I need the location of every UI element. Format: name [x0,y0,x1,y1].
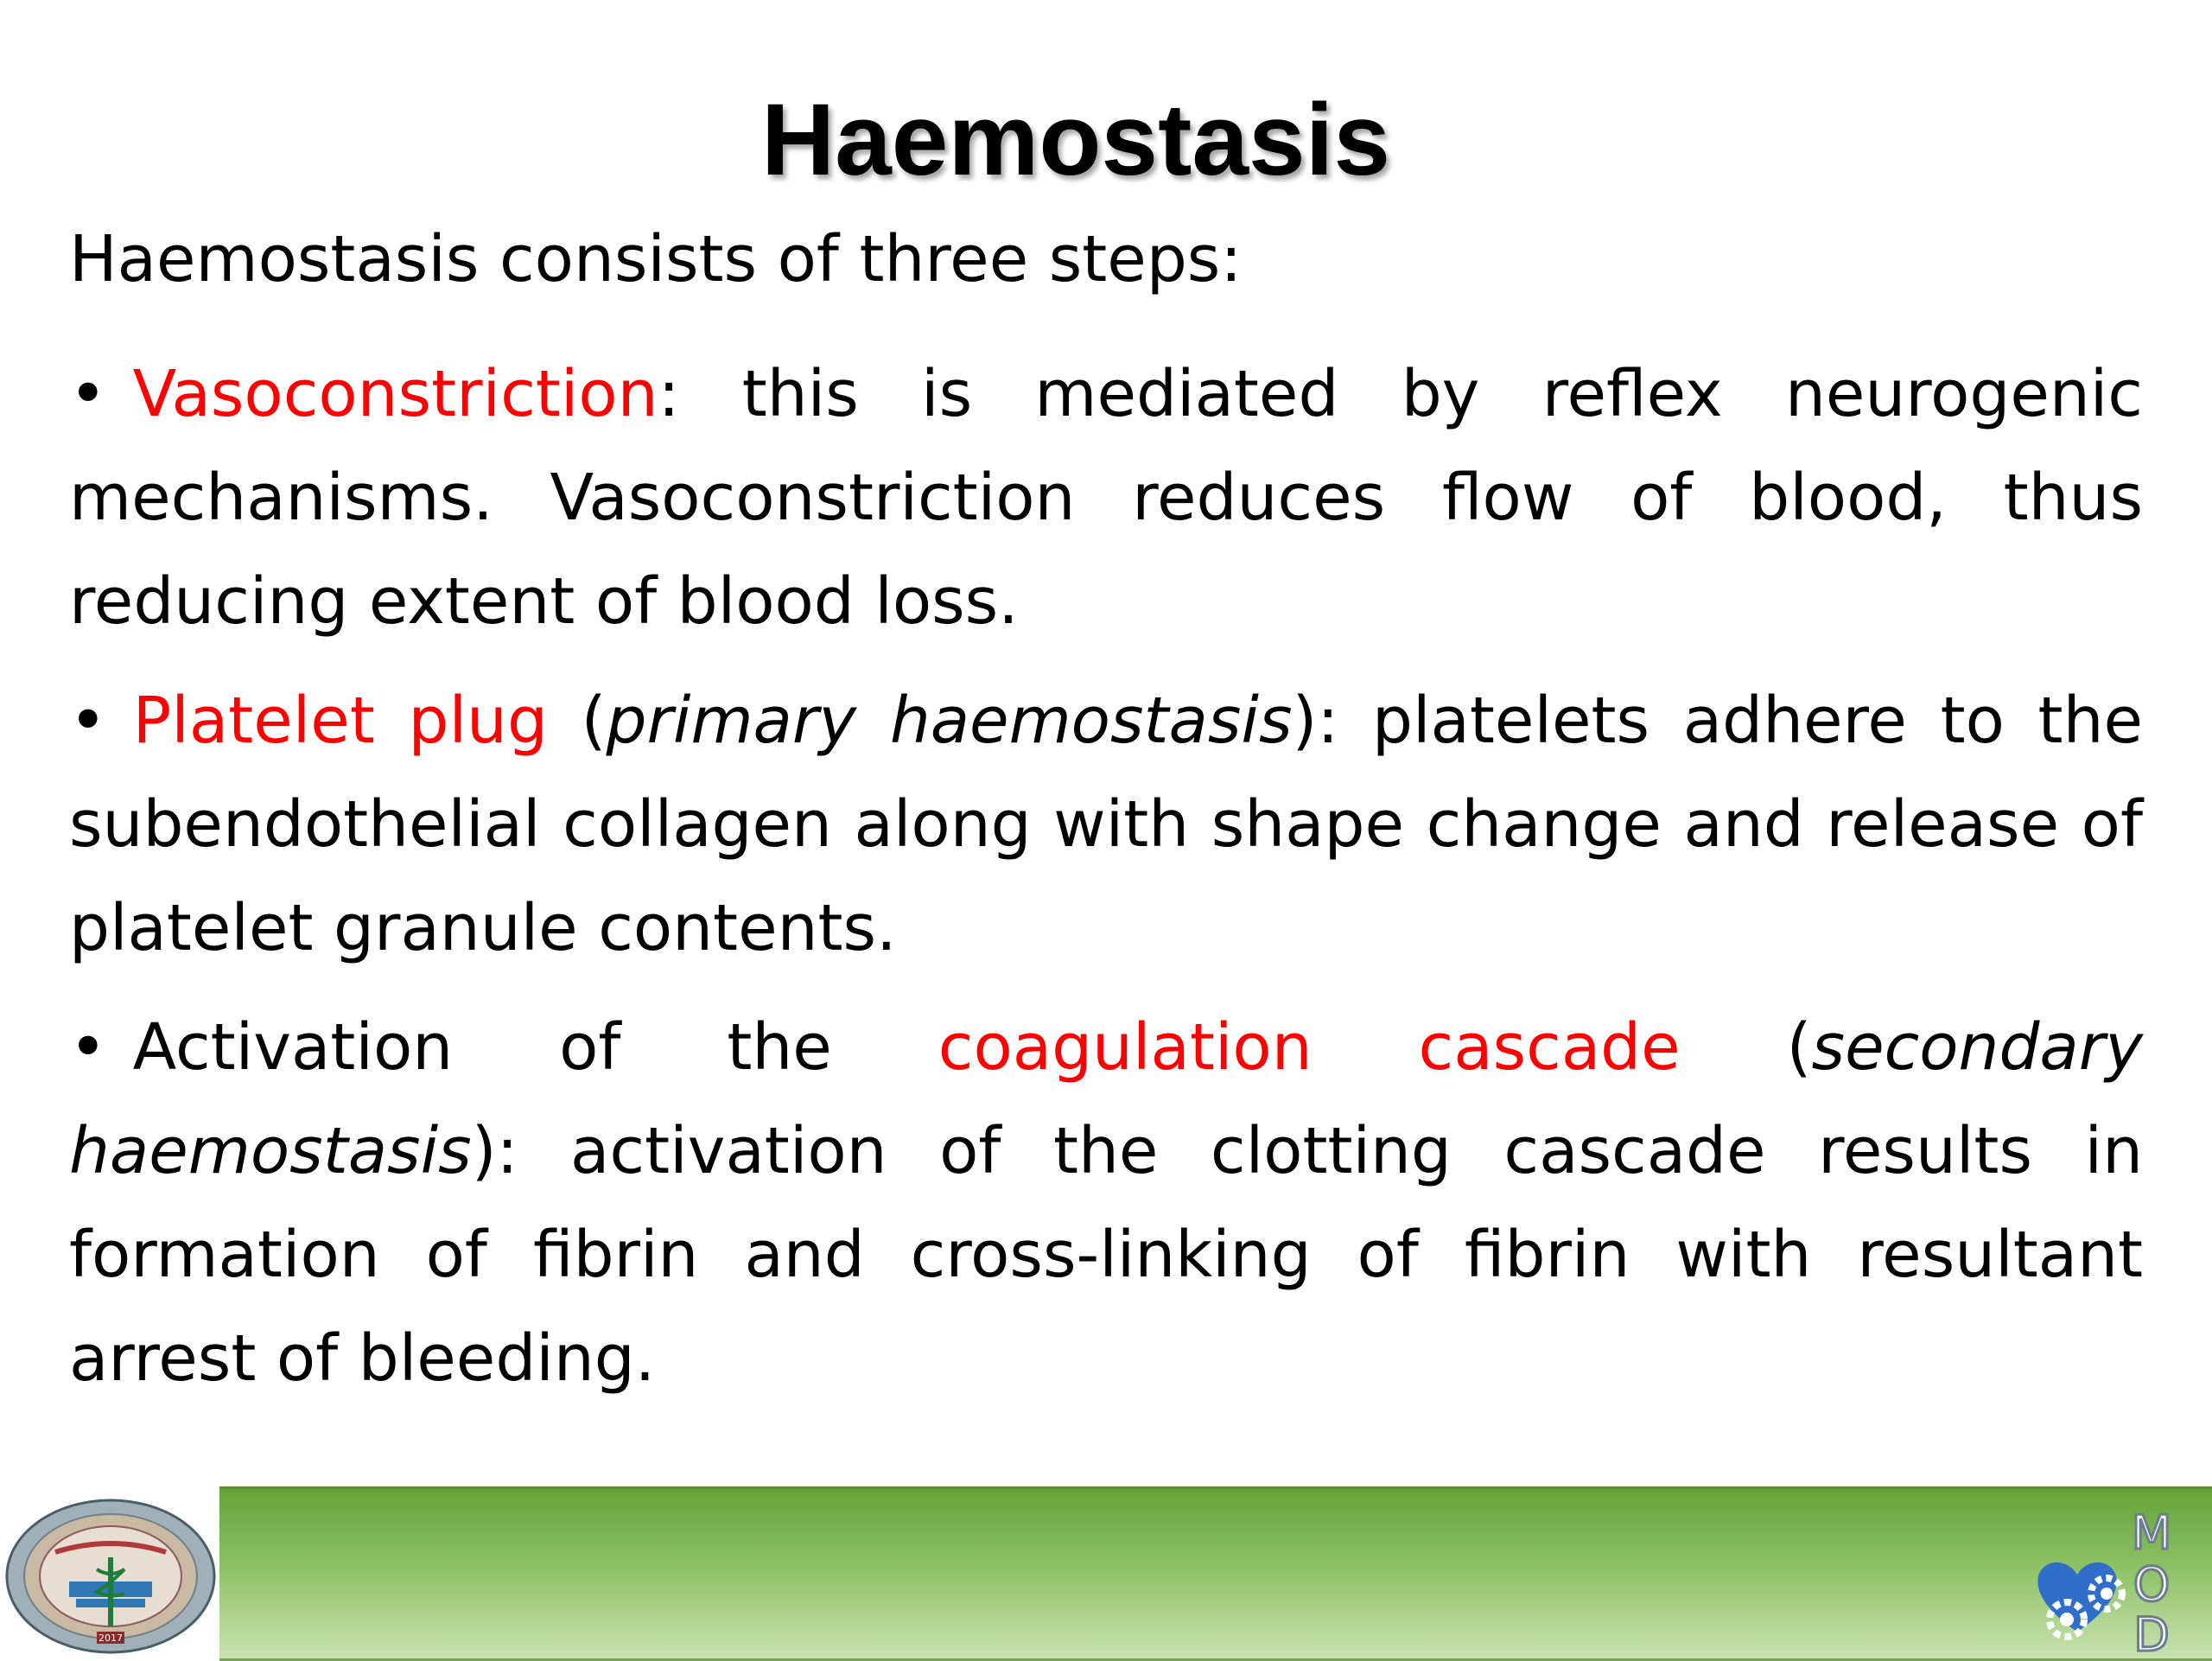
mod-gears-logo-icon [2022,1511,2177,1656]
paren-open: ( [1680,1010,1812,1085]
svg-text:O: O [2133,1557,2171,1612]
bullet-lead-text: Activation of the [132,1010,938,1085]
bullet-dot: • [69,357,107,431]
university-seal-icon [3,1497,218,1656]
svg-text:D: D [2133,1607,2170,1656]
bullet-dot: • [69,684,107,758]
term-vasoconstriction: Vasoconstriction [132,357,658,431]
svg-text:M: M [2131,1511,2172,1560]
slide-body [69,207,2143,1426]
intro-text: Haemostasis consists of three steps: [69,222,1243,296]
bullet-vasoconstriction [69,342,2143,653]
bullet-text: : this is mediated by reflex neurogenic mechanisms. Vasoconstriction reduces flow of blood, thus reducing extent of blood loss. [69,357,2143,639]
bullet-text: ): platelets adhere to the subendothelial collagen along with shape change and release of platelet granule contents. [69,684,2143,965]
bullet-dot: • [69,1010,107,1085]
term-platelet-plug: Platelet plug [132,684,548,758]
svg-text:2017: 2017 [99,1632,123,1644]
bullet-platelet-plug [69,669,2143,980]
paren-open: ( [547,684,607,758]
italic-secondary-haemostasis: secondary haemostasis [69,1010,2143,1188]
italic-primary-haemostasis: primary haemostasis [606,684,1293,758]
bullet-coagulation-cascade [69,996,2143,1410]
slide-footer [0,1486,2212,1659]
slide-title: Haemostasis [760,83,1391,197]
bullet-text: ): activation of the clotting cascade results in formation of fibrin and cross-linking of fibrin with resultant arrest of bleeding. [69,1114,2143,1396]
footer-green-band [219,1486,2212,1661]
term-coagulation-cascade: coagulation cascade [938,1010,1681,1085]
